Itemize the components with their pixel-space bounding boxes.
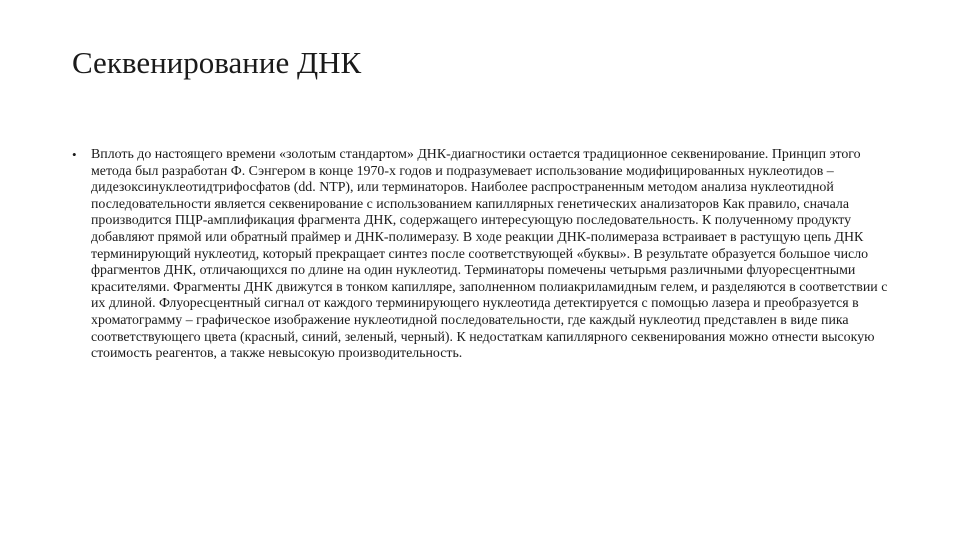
bullet-marker-icon: • <box>72 147 77 162</box>
bullet-item <box>72 147 892 363</box>
bullet-text: Вплоть до настоящего времени «золотым стандартом» ДНК-диагностики остается традиционное секвенирование. Принцип этого метода был разработан Ф. Сэнгером в конце 1970-х годов и подразумевает использование модифицированных нуклеотидов – дидезоксинуклеотидтрифосфатов (dd. NTP), или терминаторов. Наиболее распространенным методом анализа нуклеотидной последовательности является секвенирование с использованием капиллярных генетических анализаторов Как правило, сначала производится ПЦР-амплификация фрагмента ДНК, содержащего интересующую последовательность. К полученному продукту добавляют прямой или обратный праймер и ДНК-полимеразу. В ходе реакции ДНК-полимераза встраивает в растущую цепь ДНК терминирующий нуклеотид, который прекращает синтез после соответствующей «буквы». В результате образуется большое число фрагментов ДНК, отличающихся по длине на один нуклеотид. Терминаторы помечены четырьмя различными флуоресцентными красителями. Фрагменты ДНК движутся в тонком капилляре, заполненном полиакриламидным гелем, и разделяются в соответствии с их длиной. Флуоресцентный сигнал от каждого терминирующего нуклеотида детектируется с помощью лазера и преобразуется в хроматограмму – графическое изображение нуклеотидной последовательности, где каждый нуклеотид представлен в виде пика соответствующего цвета (красный, синий, зеленый, черный). К недостаткам капиллярного секвенирования можно отнести высокую стоимость реагентов, а также невысокую производительность. <box>91 147 888 362</box>
slide-title: Секвенирование ДНК <box>72 45 362 80</box>
bullet-list <box>72 147 892 363</box>
